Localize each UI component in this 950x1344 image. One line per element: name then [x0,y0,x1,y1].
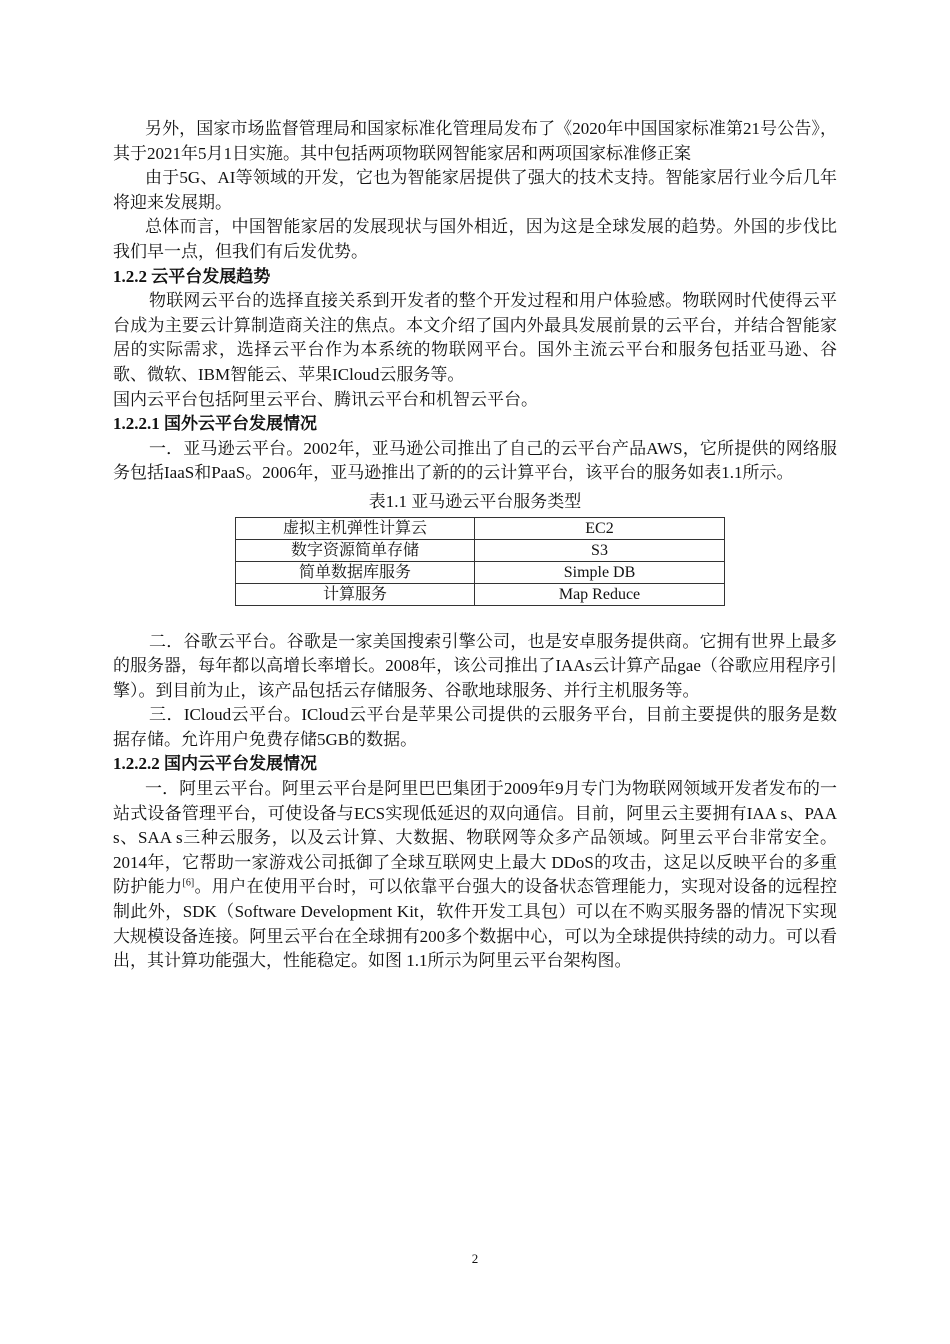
aliyun-text-part1: 一．阿里云平台。阿里云平台是阿里巴巴集团于2009年9月专门为物联网领域开发者发布的一站式设备管理平台，可使设备与ECS实现低延迟的双向通信。目前，阿里云主要拥有IAA s、PAA s、SAA s三种云服务，以及云计算、大数据、物联网等众多产品领域。阿里云平台非常安全。2014年，它帮助一家游戏公司抵御了全球互联网史上最大 DDoS的攻击，这足以反映平台的多重防护能力 [113,779,837,897]
heading-1-2-2-2: 1.2.2.2 国内云平台发展情况 [113,754,317,774]
paragraph-amazon: 一．亚马逊云平台。2002年，亚马逊公司推出了自己的云平台产品AWS，它所提供的网络服务包括IaaS和PaaS。2006年，亚马逊推出了新的的云计算平台，该平台的服务如表1.1所示。 [113,438,837,483]
heading-1-2-2-1: 1.2.2.1 国外云平台发展情况 [113,414,317,434]
paragraph-icloud: 三．ICloud云平台。ICloud云平台是苹果公司提供的云服务平台，目前主要提供的服务是数据存储。允许用户免费存储5GB的数据。 [113,705,837,749]
table-caption: 表1.1 亚马逊云平台服务类型 [368,491,582,511]
paragraph-cloud-platform: 物联网云平台的选择直接关系到开发者的整个开发过程和用户体验感。物联网时代使得云平台成为主要云计算制造商关注的焦点。本文介绍了国内外最具发展前景的云平台，并结合智能家居的实际需求，选择云平台作为本系统的物联网平台。国外主流云平台和服务包括亚马逊、谷歌、微软、IBM智能云、苹果ICloud云服务等。 [113,291,837,384]
paragraph-domestic-platforms: 国内云平台包括阿里云平台、腾讯云平台和机智云平台。 [113,389,538,409]
table-cell: 简单数据库服务 [236,561,475,583]
paragraph-5g-ai: 由于5G、AI等领域的开发，它也为智能家居提供了强大的技术支持。智能家居行业今后几年将迎来发展期。 [113,168,837,212]
table-cell: 虚拟主机弹性计算云 [236,517,475,539]
table-cell: Simple DB [475,561,725,583]
table-cell: EC2 [475,517,725,539]
paragraph-summary: 总体而言，中国智能家居的发展现状与国外相近，因为这是全球发展的趋势。外国的步伐比我们早一点，但我们有后发优势。 [113,217,837,261]
spacer [113,606,837,630]
table-cell: S3 [475,539,725,561]
table-cell: Map Reduce [475,583,725,605]
paragraph-standards: 另外，国家市场监督管理局和国家标准化管理局发布了《2020年中国国家标准第21号公告》，其于2021年5月1日实施。其中包括两项物联网智能家居和两项国家标准修正案 [113,119,837,163]
heading-1-2-2: 1.2.2 云平台发展趋势 [113,266,271,286]
paragraph-google: 二．谷歌云平台。谷歌是一家美国搜索引擎公司，也是安卓服务提供商。它拥有世界上最多的服务器，每年都以高增长率增长。2008年，该公司推出了IAAs云计算产品gae（谷歌应用程序引擎）。到目前为止，该产品包括云存储服务、谷歌地球服务、并行主机服务等。 [113,631,837,700]
table-cell: 数字资源简单存储 [236,539,475,561]
table-cell: 计算服务 [236,583,475,605]
page-number: 2 [471,1251,479,1266]
aliyun-text-part2: 。用户在使用平台时，可以依靠平台强大的设备状态管理能力，实现对设备的远程控制此外，SDK（Software Development Kit，软件开发工具包）可以在不购买服务器的情况下实现大规模设备连接。阿里云平台在全球拥有200多个数据中心，可以为全球提供持续的动力。可以看出，其计算功能强大，性能稳定。如图 1.1所示为阿里云平台架构图。 [113,877,838,971]
table-row [236,561,725,583]
table-row [236,539,725,561]
table-row [236,517,725,539]
page-content [113,117,837,974]
paragraph-aliyun [113,777,837,974]
citation-ref[interactable]: [6] [182,877,195,889]
table-row [236,583,725,605]
amazon-services-table [235,517,725,606]
